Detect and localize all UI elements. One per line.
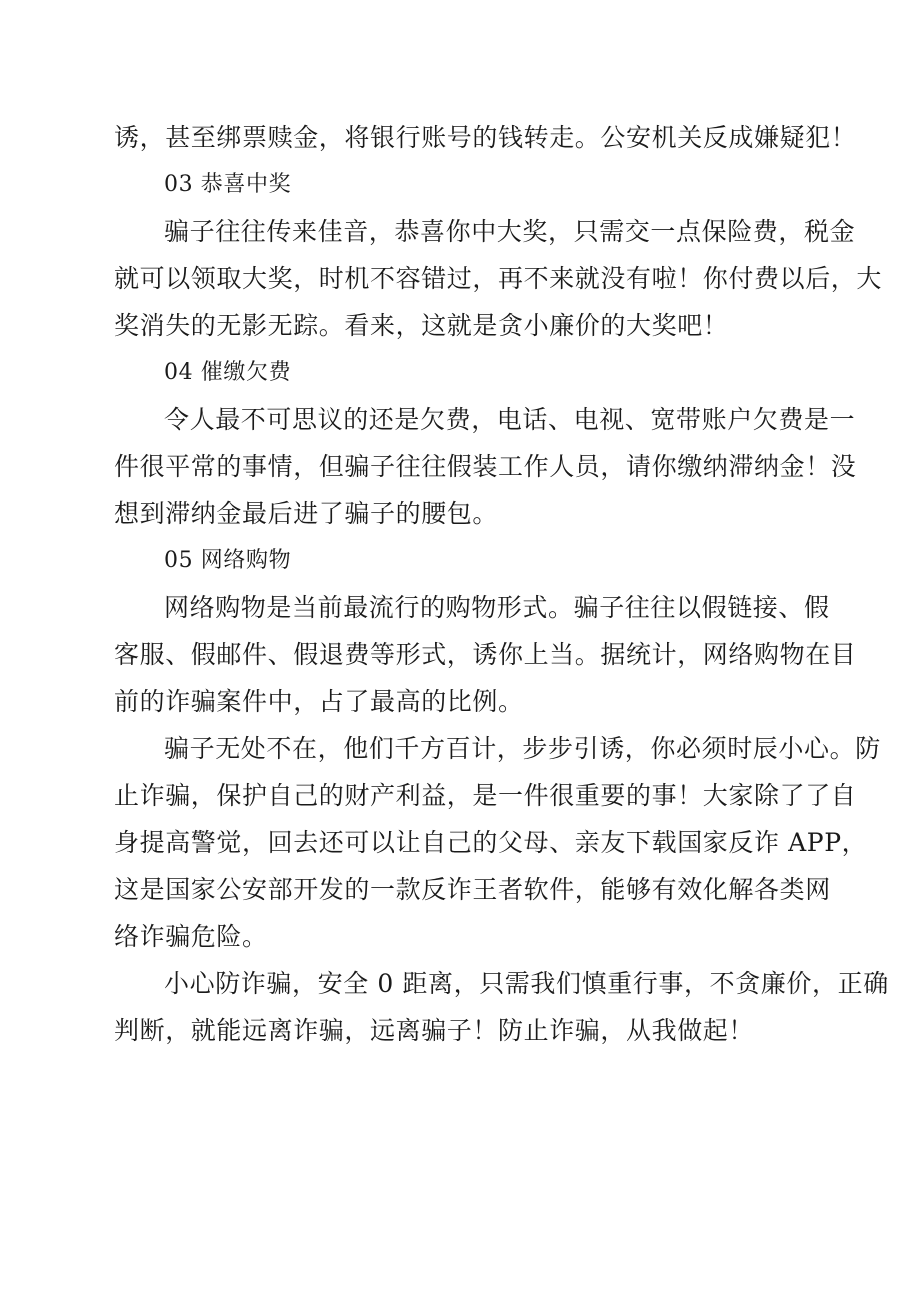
- text-line: 件很平常的事情，但骗子往往假装工作人员，请你缴纳滞纳金！没: [114, 452, 857, 481]
- text-line: 前的诈骗案件中，占了最高的比例。: [114, 687, 524, 716]
- text-line: 这是国家公安部开发的一款反诈王者软件，能够有效化解各类网: [114, 875, 831, 904]
- text-line: 骗子往往传来佳音，恭喜你中大奖，只需交一点保险费，税金: [164, 217, 856, 246]
- text-line: 诱，甚至绑票赎金，将银行账号的钱转走。公安机关反成嫌疑犯！: [114, 123, 857, 152]
- text-line: 网络购物是当前最流行的购物形式。骗子往往以假链接、假: [164, 593, 830, 622]
- section-heading-03: 03 恭喜中奖: [164, 172, 292, 197]
- text-line: 令人最不可思议的还是欠费，电话、电视、宽带账户欠费是一: [164, 405, 856, 434]
- text-line: 想到滞纳金最后进了骗子的腰包。: [114, 499, 499, 528]
- text-line: 络诈骗危险。: [114, 922, 268, 951]
- section-heading-04: 04 催缴欠费: [164, 360, 292, 385]
- text-line: 身提高警觉，回去还可以让自己的父母、亲友下载国家反诈 APP，: [114, 828, 868, 857]
- section-heading-05: 05 网络购物: [164, 548, 292, 573]
- text-line: 判断，就能远离诈骗，远离骗子！防止诈骗，从我做起！: [114, 1016, 755, 1045]
- text-line: 奖消失的无影无踪。看来，这就是贪小廉价的大奖吧！: [114, 311, 729, 340]
- text-line: 骗子无处不在，他们千方百计，步步引诱，你必须时辰小心。防: [164, 734, 881, 763]
- document-page: [114, 114, 889, 1054]
- text-line: 客服、假邮件、假退费等形式，诱你上当。据统计，网络购物在目: [114, 640, 857, 669]
- text-line: 止诈骗，保护自己的财产利益，是一件很重要的事！大家除了了自: [114, 781, 857, 810]
- text-line: 小心防诈骗，安全 0 距离，只需我们慎重行事，不贪廉价，正确: [164, 969, 889, 998]
- text-line: 就可以领取大奖，时机不容错过，再不来就没有啦！你付费以后，大: [114, 264, 883, 293]
